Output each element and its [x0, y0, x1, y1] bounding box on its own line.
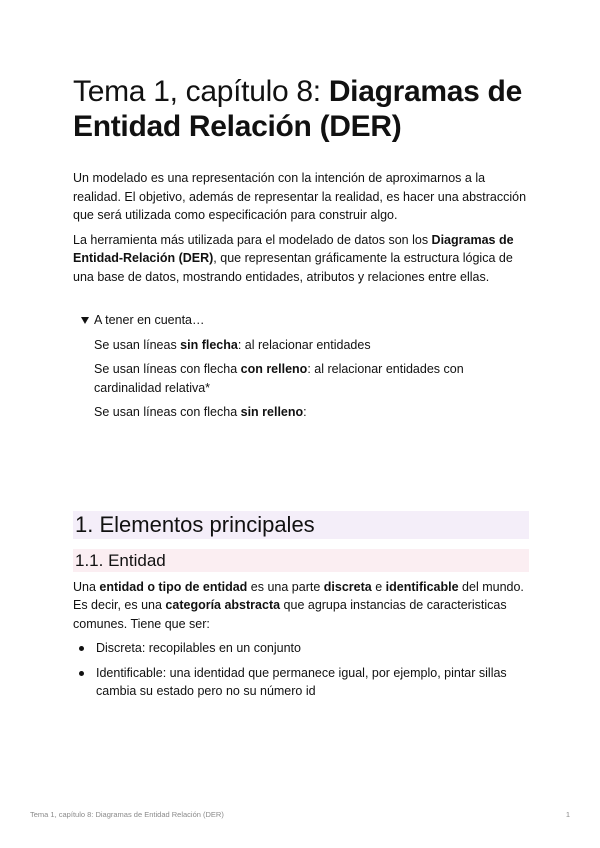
toggle-label: A tener en cuenta…	[94, 313, 205, 327]
def-bold-categoria: categoría abstracta	[165, 598, 281, 612]
intro-paragraph-1: Un modelado es una representación con la intención de aproximarnos a la realidad. El objetivo, además de representar la realidad, es hacer una abstracción que será utilizada como especificación para construir algo.	[73, 171, 527, 222]
intro-p2-bold: Diagramas de Entidad-Relación (DER)	[73, 232, 514, 265]
toggle-l3-bold: sin relleno	[240, 405, 304, 419]
toggle-l2-bold: con relleno	[240, 362, 308, 376]
intro-paragraph-2	[73, 231, 529, 287]
entidad-definition	[73, 578, 529, 634]
toggle-line-3	[94, 403, 529, 422]
toggle-l1-a: Se usan líneas	[94, 337, 181, 352]
intro-p2-text-c: , que representan gráficamente la estructura lógica de una base de datos, mostrando entidades, atributos y relaciones entre ellas.	[73, 251, 513, 284]
toggle-l1-bold: sin flecha	[180, 337, 238, 352]
def-bold-entidad: entidad o tipo de entidad	[99, 579, 248, 594]
toggle-l3-c: :	[303, 405, 307, 419]
def-text-1: Una	[73, 579, 100, 594]
def-text-5: e	[371, 579, 386, 594]
page-number: 1	[565, 810, 570, 819]
title-prefix: Tema 1, capítulo 8:	[73, 75, 329, 108]
def-bold-discreta: discreta	[323, 579, 372, 594]
page-content	[73, 74, 529, 707]
list-item	[73, 664, 529, 701]
list-item-text: Discreta: recopilables en un conjunto	[96, 641, 301, 655]
toggle-l3-a: Se usan líneas con flecha	[94, 405, 241, 419]
page-title	[73, 74, 529, 144]
toggle-header[interactable]	[81, 311, 529, 330]
title-bold: Diagramas de Entidad Relación (DER)	[73, 75, 522, 143]
subsection-heading-entidad: 1.1. Entidad	[73, 549, 529, 572]
section-heading-elementos: 1. Elementos principales	[73, 511, 529, 539]
list-item	[73, 639, 529, 658]
page-footer	[30, 810, 570, 819]
footer-title: Tema 1, capítulo 8: Diagramas de Entidad Relación (DER)	[30, 810, 224, 819]
toggle-l1-c: : al relacionar entidades	[237, 337, 371, 352]
def-bold-identificable: identificable	[385, 579, 459, 594]
def-text-7: del mundo. Es decir, es una	[73, 579, 524, 612]
intro-p2-text-a: La herramienta más utilizada para el modelado de datos son los	[73, 232, 432, 247]
def-text-3: es una parte	[247, 579, 324, 594]
def-text-9: que agrupa instancias de caracteristicas comunes. Tiene que ser:	[73, 598, 507, 631]
toggle-line-2	[94, 360, 529, 397]
bullet-icon	[79, 671, 84, 676]
toggle-line-1	[94, 336, 529, 355]
requirements-list	[73, 639, 529, 701]
bullet-icon	[79, 646, 84, 651]
toggle-block	[81, 311, 529, 422]
list-item-text: Identificable: una identidad que permanece igual, por ejemplo, pintar sillas cambia su estado pero no su número id	[96, 665, 507, 698]
toggle-l2-c: : al relacionar entidades con cardinalidad relativa*	[94, 362, 464, 395]
triangle-down-icon[interactable]	[81, 317, 89, 324]
toggle-l2-a: Se usan líneas con flecha	[94, 362, 241, 376]
toggle-body	[94, 336, 529, 422]
